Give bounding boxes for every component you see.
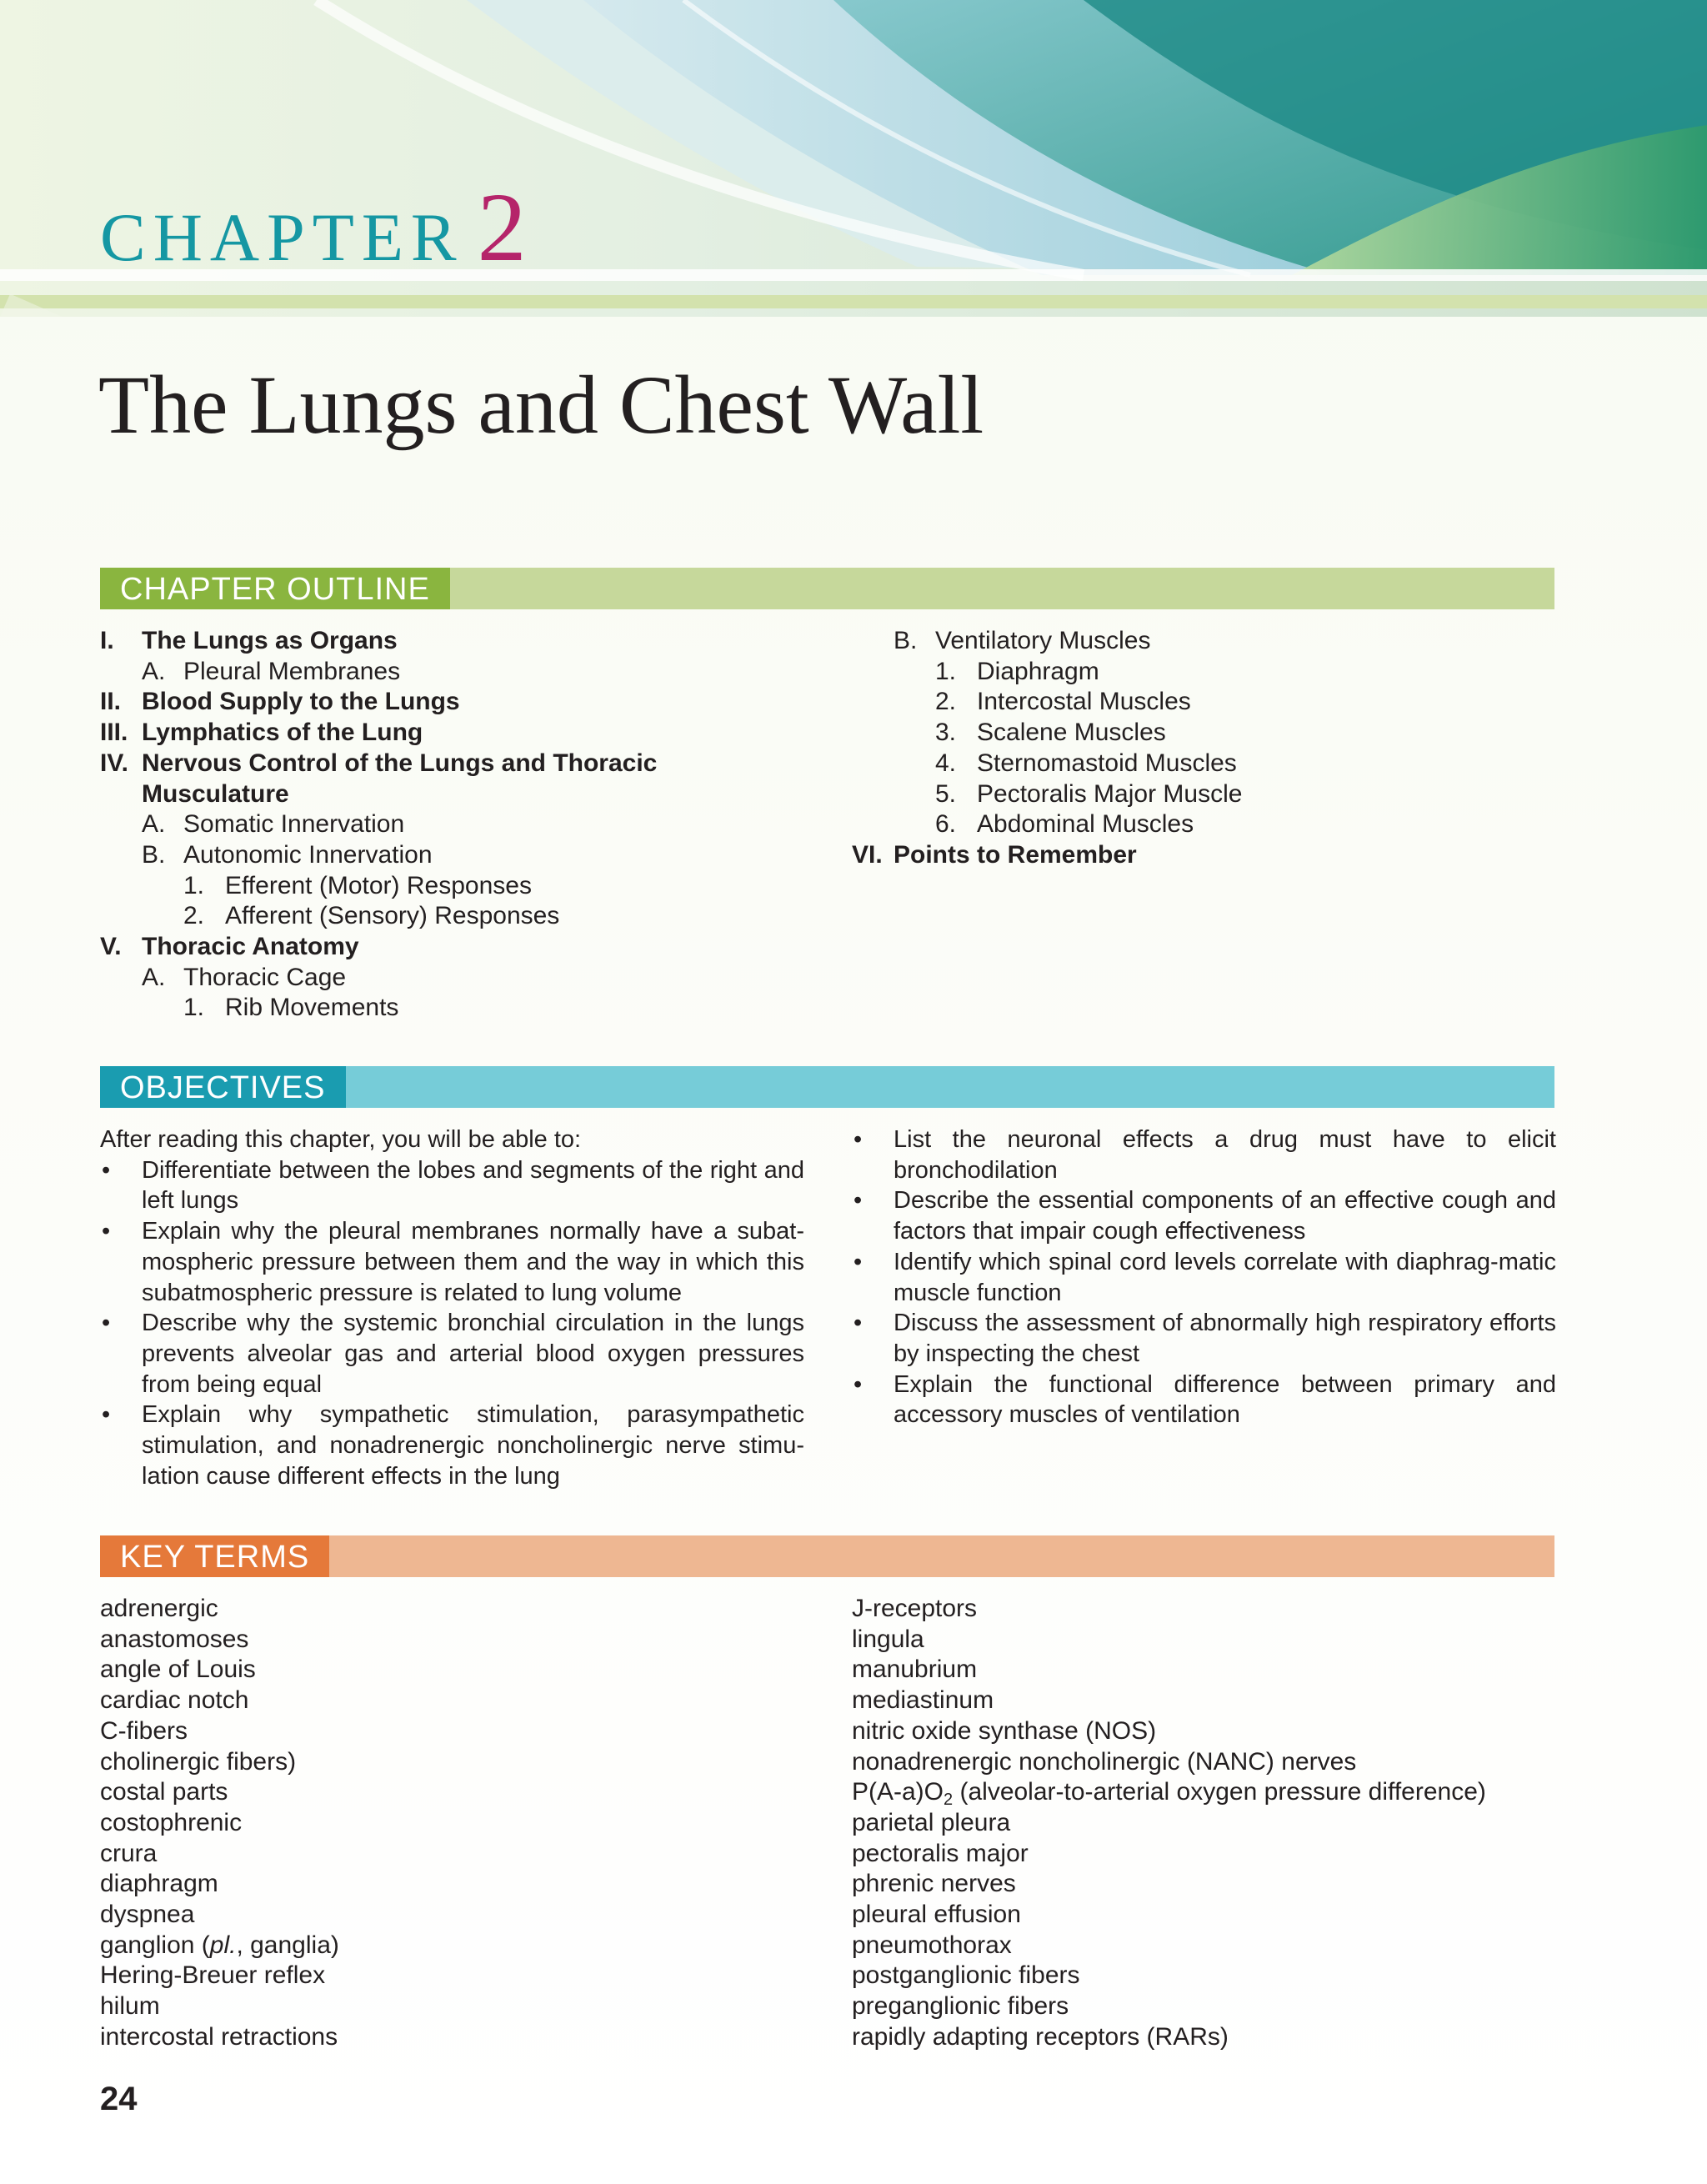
objective-text: Explain why sympathetic stimulation, parasympathetic stimulation, and nonadrenergic noncholinergic nerve stimu-lation cause different effects in the lung [142,1401,804,1490]
outline-item-marker: I. [100,627,114,654]
outline-item-text: Autonomic Innervation [183,840,433,869]
bullet-icon: • [854,1310,863,1337]
outline-item-text: Pleural Membranes [183,657,401,685]
outline-item-text: Rib Movements [225,994,399,1022]
objective-item [852,1308,1556,1369]
outline-item-text: Nervous Control of the Lungs and Thoracic [142,749,658,777]
objective-text: Explain why the pleural membranes normally have a subat-mospheric pressure between them and the way in which this subatmospheric pressure is related to lung volume [142,1218,804,1306]
bullet-icon: • [102,1310,111,1337]
outline-item-marker: 1. [183,871,205,899]
chapter-number: 2 [477,173,527,282]
objective-item [100,1400,804,1491]
key-term: J-receptors [852,1595,978,1622]
outline-item-marker: 3. [935,719,957,747]
bullet-icon: • [854,1126,863,1153]
outline-item-text: Blood Supply to the Lungs [142,688,460,716]
key-term: cholinergic fibers) [100,1747,297,1776]
outline-item-marker: III. [100,719,128,747]
key-term: Hering-Breuer reflex [100,1961,326,1990]
outline-item [852,718,1535,749]
outline-item [852,809,1535,840]
objective-item [852,1125,1556,1185]
outline-item-text: Scalene Muscles [977,719,1166,747]
key-term: manubrium [852,1656,978,1684]
key-term: costophrenic [100,1808,243,1836]
outline-item-marker: B. [142,840,166,869]
key-term: intercostal retractions [100,2022,338,2051]
outline-item [100,871,783,902]
objective-item [852,1370,1556,1430]
outline-item-text: Intercostal Muscles [977,688,1191,716]
objectives-header [100,1066,1554,1108]
chapter-outline-label: CHAPTER OUTLINE [100,568,450,609]
outline-item-marker: 2. [183,902,205,930]
outline-item-marker: IV. [100,749,128,777]
outline-item [100,718,783,749]
key-term: postganglionic fibers [852,1961,1080,1990]
outline-item [852,626,1535,657]
key-terms-right-column [852,1594,1602,2053]
objectives-left-column [100,1125,804,1491]
key-term: costal parts [100,1778,228,1806]
chapter-outline-left-column [100,626,783,1024]
key-term: lingula [852,1625,924,1653]
chapter-outline-right-column [852,626,1535,871]
outline-item-text: Somatic Innervation [183,810,405,839]
outline-item [100,963,783,994]
key-term: ganglion (pl., ganglia) [100,1931,339,1959]
outline-item-marker: 4. [935,749,957,777]
bullet-icon: • [854,1187,863,1215]
outline-item [852,749,1535,779]
outline-item-marker: A. [142,657,166,685]
objective-item [852,1247,1556,1308]
bullet-icon: • [102,1218,111,1245]
outline-item [100,626,783,657]
outline-item-text: Lymphatics of the Lung [142,719,423,747]
key-terms-label: KEY TERMS [100,1535,329,1577]
key-term: hilum [100,1992,160,2021]
outline-item [100,779,783,810]
objective-item [100,1308,804,1400]
outline-item-text: Pectoralis Major Muscle [977,779,1243,808]
objectives-list-left [100,1155,804,1492]
objective-text: Explain the functional difference between primary and accessory muscles of ventilation [894,1370,1556,1429]
outline-item-marker: 5. [935,779,957,808]
key-term: dyspnea [100,1901,195,1929]
key-term: diaphragm [100,1870,218,1898]
chapter-label: CHAPTER [100,199,464,275]
outline-item-text: Musculature [142,779,289,808]
outline-item-text: Points to Remember [894,840,1137,869]
page-number: 24 [100,2081,138,2117]
page-title: The Lungs and Chest Wall [98,358,984,451]
objective-text: Describe the essential components of an effective cough and factors that impair cough effectiveness [894,1187,1556,1245]
objectives-intro: After reading this chapter, you will be able to: [100,1126,582,1153]
objective-text: Identify which spinal cord levels correlate with diaphrag-matic muscle function [894,1248,1556,1306]
objective-text: Discuss the assessment of abnormally high respiratory efforts by inspecting the chest [894,1310,1556,1367]
outline-item-marker: 1. [183,994,205,1022]
key-terms-left-column [100,1594,817,2053]
outline-item-marker: A. [142,963,166,991]
key-term: C-fibers [100,1716,188,1745]
outline-item-marker: 6. [935,810,957,839]
key-term: anastomoses [100,1625,249,1653]
outline-item [100,840,783,871]
key-term: crura [100,1839,158,1867]
outline-item-text: Ventilatory Muscles [935,627,1151,654]
bullet-icon: • [854,1370,863,1398]
bullet-icon: • [102,1401,111,1429]
key-term: cardiac notch [100,1686,249,1715]
outline-item [100,993,783,1024]
objective-item [100,1155,804,1216]
objective-text: Differentiate between the lobes and segments of the right and left lungs [142,1156,804,1215]
key-term: nitric oxide synthase (NOS) [852,1716,1157,1745]
outline-item [100,749,783,779]
outline-item-marker: 1. [935,657,957,685]
key-term: phrenic nerves [852,1870,1016,1898]
objective-text: List the neuronal effects a drug must have to elicit bronchodilation [894,1126,1556,1184]
objectives-right-column [852,1125,1556,1430]
outline-item [100,657,783,688]
outline-item-text: The Lungs as Organs [142,627,398,654]
key-terms-header [100,1535,1554,1577]
bullet-icon: • [854,1248,863,1275]
outline-item-text: Afferent (Sensory) Responses [225,902,560,930]
outline-item-marker: V. [100,933,122,961]
key-term: nonadrenergic noncholinergic (NANC) nerves [852,1747,1357,1776]
outline-item [852,657,1535,688]
key-term: preganglionic fibers [852,1992,1069,2021]
objective-item [852,1185,1556,1246]
outline-item-text: Thoracic Anatomy [142,933,359,961]
outline-item-text: Efferent (Motor) Responses [225,871,532,899]
bullet-icon: • [102,1156,111,1184]
key-term: adrenergic [100,1595,218,1622]
outline-item-marker: II. [100,688,122,716]
outline-item-text: Diaphragm [977,657,1099,685]
key-term: parietal pleura [852,1808,1011,1836]
chapter-outline-header [100,568,1554,609]
outline-item-marker: VI. [852,840,883,869]
key-term: pleural effusion [852,1901,1021,1929]
outline-item [852,687,1535,718]
outline-item [852,840,1535,871]
outline-item [852,779,1535,810]
objectives-list-right [852,1125,1556,1430]
key-term: rapidly adapting receptors (RARs) [852,2022,1229,2051]
key-term: mediastinum [852,1686,994,1715]
outline-item [100,809,783,840]
key-term: angle of Louis [100,1656,256,1684]
key-term: pectoralis major [852,1839,1029,1867]
outline-item-marker: 2. [935,688,957,716]
outline-item [100,932,783,963]
key-term: $P(A-a)O_2$ (alveolar-to-arterial oxygen pressure difference) [852,1778,1486,1810]
objective-item [100,1216,804,1308]
outline-item [100,687,783,718]
objective-text: Describe why the systemic bronchial circulation in the lungs prevents alveolar gas and arterial blood oxygen pressures from being equal [142,1310,804,1398]
outline-item [100,901,783,932]
outline-item-marker: B. [894,627,918,654]
objectives-label: OBJECTIVES [100,1066,346,1108]
outline-item-text: Sternomastoid Muscles [977,749,1237,777]
outline-item-text: Thoracic Cage [183,963,347,991]
key-term: pneumothorax [852,1931,1012,1959]
outline-item-marker: A. [142,810,166,839]
outline-item-text: Abdominal Muscles [977,810,1194,839]
chapter-heading [100,171,527,282]
